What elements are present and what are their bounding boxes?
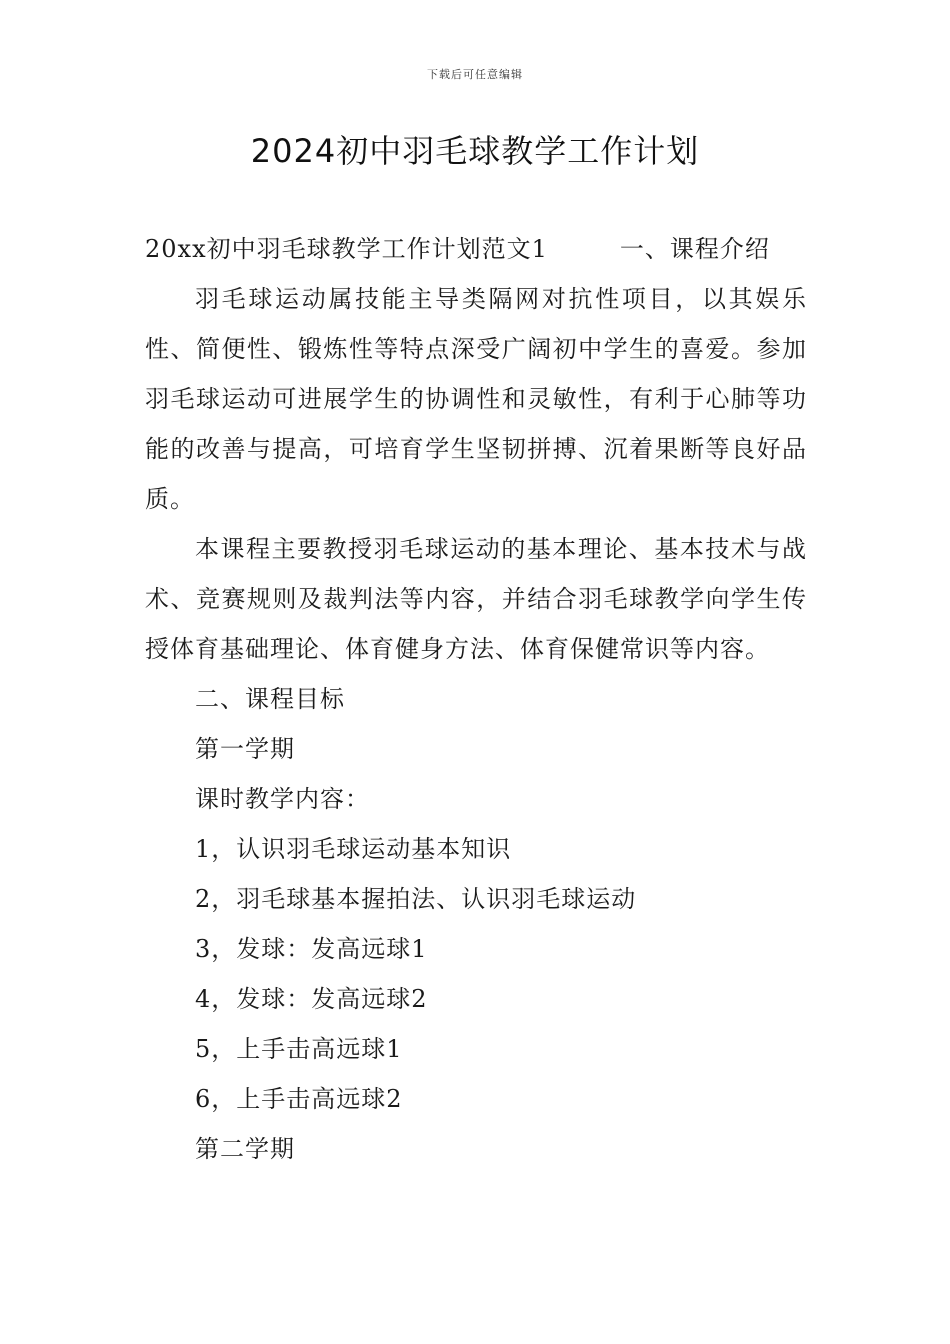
document-title: 2024初中羽毛球教学工作计划 (250, 132, 700, 170)
document-body (145, 224, 807, 1174)
list-item: 1，认识羽毛球运动基本知识 (195, 835, 512, 863)
section-heading-1: 一、课程介绍 (619, 235, 770, 263)
list-item: 6，上手击高远球2 (195, 1085, 403, 1113)
section-heading-2: 二、课程目标 (195, 685, 345, 713)
list-item: 5，上手击高远球1 (195, 1035, 403, 1063)
semester-2-heading: 第二学期 (195, 1135, 295, 1163)
list-item: 4，发球：发高远球2 (195, 985, 428, 1013)
paragraph-1: 羽毛球运动属技能主导类隔网对抗性项目，以其娱乐性、简便性、锻炼性等特点深受广阔初中学生的喜爱。参加羽毛球运动可进展学生的协调性和灵敏性，有利于心肺等功能的改善与提高，可培育学生坚韧拼搏、沉着果断等良好品质。 (145, 285, 807, 513)
header-note: 下载后可任意编辑 (427, 68, 523, 81)
list-item: 2，羽毛球基本握拍法、认识羽毛球运动 (195, 885, 637, 913)
lesson-content-label: 课时教学内容： (195, 785, 370, 813)
paragraph-2: 本课程主要教授羽毛球运动的基本理论、基本技术与战术、竞赛规则及裁判法等内容，并结合羽毛球教学向学生传授体育基础理论、体育健身方法、体育保健常识等内容。 (145, 535, 807, 663)
intro-left: 20xx初中羽毛球教学工作计划范文1 (145, 235, 548, 263)
list-item: 3，发球：发高远球1 (195, 935, 428, 963)
intro-line (145, 224, 807, 274)
semester-1-heading: 第一学期 (195, 735, 295, 763)
